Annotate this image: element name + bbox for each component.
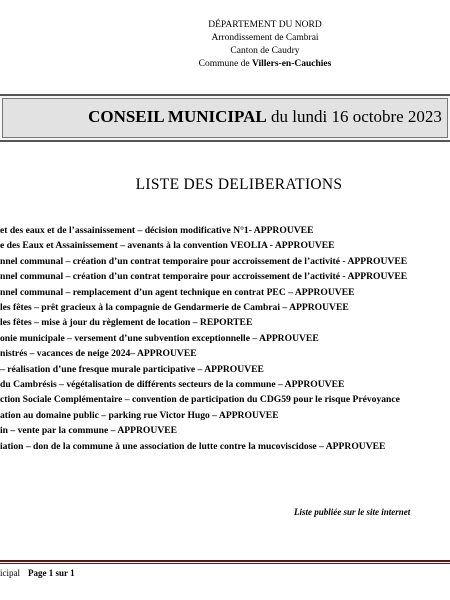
list-title: LISTE DES DELIBERATIONS — [135, 176, 343, 193]
banner-title-bold: CONSEIL MUNICIPAL — [88, 107, 267, 126]
published-note: Liste publiée sur le site internet — [294, 507, 411, 517]
list-item: in – vente par la commune – APPROUVEE — [0, 425, 178, 437]
commune-name: Villers-en-Cauchies — [251, 59, 332, 69]
commune-prefix: Commune de — [198, 59, 252, 69]
footer-divider-thin — [0, 563, 450, 564]
list-item: et des eaux et de l’assainissement – décision modificative N°1- APPROUVEE — [0, 225, 314, 236]
deliberations-list — [0, 223, 450, 454]
footer-divider — [0, 560, 450, 562]
meeting-banner — [0, 94, 450, 142]
list-item: nnel communal – création d’un contrat temporaire pour accroissement de l’activité - APPROUVEE — [0, 255, 408, 267]
list-item: du Cambrésis – végétalisation de différents secteurs de la commune – APPROUVEE — [0, 379, 345, 391]
list-item: onie municipale – versement d’une subvention exceptionnelle – APPROUVEE — [0, 332, 319, 344]
list-item: les fêtes – prêt gracieux à la compagnie de Gendarmerie de Cambrai – APPROUVEE — [0, 302, 349, 314]
departement-line: DÉPARTEMENT DU NORD — [208, 20, 322, 30]
list-item: iation – don de la commune à une association de lutte contre la mucoviscidose – APPROUVEE — [0, 440, 386, 452]
list-item: nnel communal – remplacement d’un agent technique en contrat PEC – APPROUVEE — [0, 286, 355, 298]
list-item: nistrés – vacances de neige 2024– APPROUVEE — [0, 348, 197, 360]
banner-title — [0, 107, 450, 127]
page-number: Page 1 sur 1 — [28, 568, 75, 578]
footer-left-text: icipal — [0, 568, 20, 578]
arrondissement-line: Arrondissement de Cambrai — [211, 33, 319, 43]
list-item: ction Sociale Complémentaire – convention de participation du CDG59 pour le risque Prévoyance — [0, 394, 400, 406]
canton-line: Canton de Caudry — [230, 46, 300, 56]
list-item: nnel communal – création d’un contrat temporaire pour accroissement de l’activité - APPROUVEE — [0, 271, 408, 283]
commune-line — [40, 58, 450, 71]
banner-title-date: du lundi 16 octobre 2023 — [266, 107, 442, 126]
list-item: e des Eaux et Assainissement – avenants à la convention VEOLIA - APPROUVEE — [0, 240, 335, 252]
list-item: – réalisation d’une fresque murale participative – APPROUVEE — [0, 363, 264, 375]
document-header — [0, 19, 450, 71]
list-item: ation au domaine public – parking rue Victor Hugo – APPROUVEE — [0, 409, 279, 421]
page-footer — [0, 568, 75, 578]
list-item: les fêtes – mise à jour du règlement de location – REPORTEE — [0, 317, 253, 329]
